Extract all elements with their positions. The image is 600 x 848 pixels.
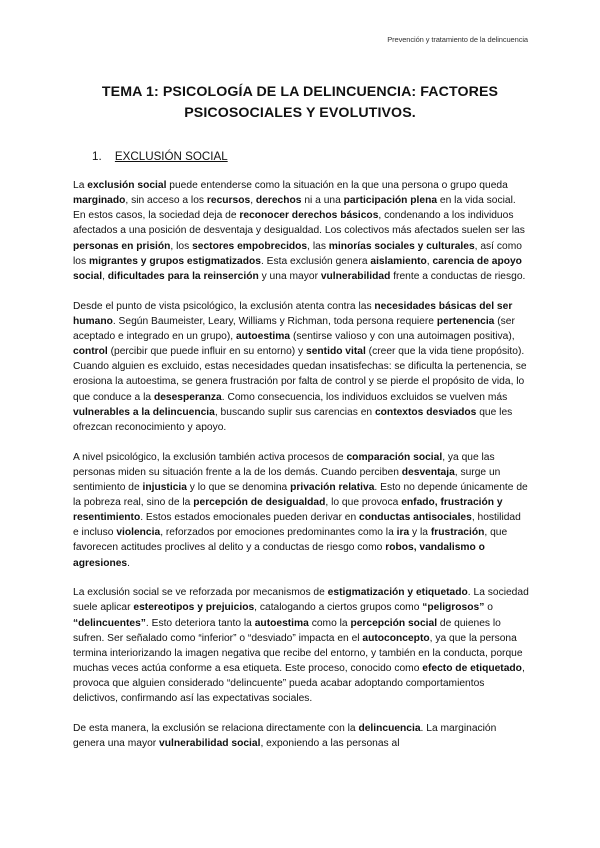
section-number: 1.: [92, 150, 102, 163]
text-run: o: [484, 602, 493, 614]
bold-term: injusticia: [142, 481, 187, 493]
bold-term: control: [73, 346, 108, 358]
bold-term: recursos: [206, 195, 251, 207]
text-run: , exponiendo a las personas al: [260, 738, 400, 750]
text-run: , buscando suplir sus carencias en: [214, 406, 375, 418]
text-run: La: [73, 180, 88, 191]
text-run: (percibir que puede influir en su entorno) y: [107, 346, 307, 358]
bold-term: migrantes y grupos estigmatizados: [88, 255, 261, 267]
bold-term: desventaja: [401, 466, 455, 478]
text-run: ,: [102, 270, 108, 282]
bold-term: conductas antisociales: [359, 512, 472, 524]
text-run: . Estos estados emocionales pueden derivar en: [140, 512, 360, 524]
text-run: frente a conductas de riesgo.: [390, 270, 526, 282]
text-run: ni a una: [301, 195, 344, 207]
bold-term: autoestima: [254, 617, 309, 629]
bold-term: reconocer derechos básicos: [239, 210, 379, 222]
text-run: (creer que la vida tiene propósito). Cuando alguien es excluido, estas necesidades quedan insatisfechas: se dificulta la pertenencia, se erosiona la autoestima, se genera frustración por falta de control y se pierde el propósito de vida, lo que conduce a la: [73, 346, 527, 403]
bold-term: exclusión social: [87, 180, 167, 191]
text-run: ,: [250, 195, 256, 207]
bold-term: necesidades básicas del ser humano: [73, 300, 513, 327]
page-title: [60, 82, 540, 124]
section-heading: [92, 150, 228, 163]
text-run: , sin acceso a los: [125, 195, 207, 207]
text-run: , que favorecen actitudes proclives al delito y a conductas de riesgo como: [73, 527, 508, 554]
bold-term: pertenencia: [436, 315, 495, 327]
text-run: ,: [426, 255, 433, 267]
text-run: y una mayor: [258, 270, 321, 282]
text-run: como la: [308, 617, 351, 629]
bold-term: estereotipos y prejuicios: [133, 602, 255, 614]
text-run: (sentirse valioso y con una autoimagen positiva),: [290, 330, 515, 342]
text-run: . Como consecuencia, los individuos excluidos se vuelven más: [221, 391, 508, 403]
text-run: que les ofrezcan reconocimiento y apoyo.: [73, 406, 513, 433]
bold-term: “delincuentes”: [73, 617, 146, 629]
paragraph: [73, 450, 529, 571]
text-run: , así como los: [73, 240, 522, 267]
bold-term: carencia de apoyo social: [73, 255, 522, 282]
bold-term: violencia: [116, 527, 161, 539]
bold-term: percepción de desigualdad: [193, 496, 326, 508]
bold-term: autoestima: [235, 330, 291, 342]
text-run: . Según Baumeister, Leary, Williams y Richman, toda persona requiere: [112, 315, 437, 327]
text-run: . Esta exclusión genera: [260, 255, 371, 267]
bold-term: sentido vital: [306, 346, 366, 358]
title-line-1: TEMA 1: PSICOLOGÍA DE LA DELINCUENCIA: FACTORES: [101, 84, 499, 100]
bold-term: desesperanza: [153, 391, 222, 403]
paragraph: [73, 721, 529, 751]
text-run: , surge un sentimiento de: [73, 466, 501, 493]
bold-term: delincuencia: [358, 723, 421, 734]
bold-term: aislamiento: [370, 255, 427, 267]
text-run: , reforzados por emociones predominantes como la: [160, 527, 397, 539]
bold-term: minorías sociales y culturales: [328, 240, 475, 252]
text-run: puede entenderse como la situación en la que una persona o grupo queda: [166, 180, 508, 191]
text-run: y la: [409, 527, 431, 539]
text-run: De esta manera, la exclusión se relaciona directamente con la: [73, 723, 359, 734]
text-run: . Esto deteriora tanto la: [145, 617, 255, 629]
bold-term: percepción social: [350, 617, 438, 629]
paragraph: [73, 178, 529, 284]
text-run: , hostilidad e incluso: [73, 512, 521, 539]
bold-term: robos, vandalismo o agresiones: [73, 542, 485, 569]
bold-term: vulnerables a la delincuencia: [73, 406, 215, 418]
text-run: (ser aceptado e integrado en un grupo),: [73, 315, 515, 342]
text-run: Desde el punto de vista psicológico, la exclusión atenta contra las: [73, 300, 375, 312]
bold-term: contextos desviados: [374, 406, 477, 418]
bold-term: vulnerabilidad social: [159, 738, 261, 750]
text-run: , los: [170, 240, 193, 252]
text-run: de quienes lo sufren. Ser señalado como “inferior” o “desviado” impacta en el: [73, 617, 501, 644]
body-text: [73, 178, 529, 766]
bold-term: personas en prisión: [73, 240, 171, 252]
text-run: A nivel psicológico, la exclusión también activa procesos de: [73, 451, 347, 463]
running-header: Prevención y tratamiento de la delincuencia: [387, 35, 528, 44]
title-line-2: PSICOSOCIALES Y EVOLUTIVOS.: [184, 105, 416, 121]
bold-term: autoconcepto: [362, 632, 430, 644]
bold-term: derechos: [255, 195, 302, 207]
section-title: EXCLUSIÓN SOCIAL: [114, 150, 228, 163]
bold-term: sectores empobrecidos: [192, 240, 308, 252]
text-run: , catalogando a ciertos grupos como: [254, 602, 423, 614]
text-run: . Esto no depende únicamente de la pobreza real, sino de la: [73, 481, 528, 508]
paragraph: [73, 299, 529, 435]
text-run: , lo que provoca: [325, 496, 402, 508]
text-run: , provoca que alguien considerado “delincuente” pueda acabar adoptando comportamientos delictivos, confirmando así las expectativas sociales.: [73, 663, 525, 705]
bold-term: enfado, frustración y resentimiento: [73, 496, 503, 524]
bold-term: estigmatización y etiquetado: [327, 587, 468, 599]
paragraph: [73, 585, 529, 706]
bold-term: comparación social: [346, 451, 443, 463]
text-run: , ya que la persona termina interiorizando la imagen negativa que recibe del entorno, y también en la conducta, porque muchas veces actúa conforme a esa etiqueta. Este proceso, conocido como: [73, 632, 523, 675]
bold-term: “peligrosos”: [422, 602, 485, 614]
bold-term: privación relativa: [290, 481, 375, 493]
bold-term: ira: [396, 527, 410, 539]
text-run: y lo que se denomina: [186, 481, 291, 493]
text-run: , condenando a los individuos afectados a una posición de desventaja y desigualdad. Los colectivos más afectados suelen ser las: [73, 210, 525, 237]
text-run: . La sociedad suele aplicar: [73, 587, 529, 614]
text-run: , ya que las personas miden su situación frente a la de los demás. Cuando perciben: [73, 451, 495, 478]
bold-term: vulnerabilidad: [320, 270, 391, 282]
bold-term: participación plena: [343, 195, 438, 207]
text-run: La exclusión social se ve reforzada por mecanismos de: [73, 587, 328, 599]
bold-term: efecto de etiquetado: [422, 663, 522, 675]
bold-term: marginado: [73, 195, 126, 207]
text-run: .: [127, 557, 130, 569]
text-run: , las: [307, 240, 329, 252]
bold-term: dificultades para la reinserción: [107, 270, 259, 282]
text-run: . La marginación genera una mayor: [73, 723, 497, 750]
text-run: en la vida social. En estos casos, la sociedad deja de: [73, 195, 516, 222]
bold-term: frustración: [430, 527, 485, 539]
